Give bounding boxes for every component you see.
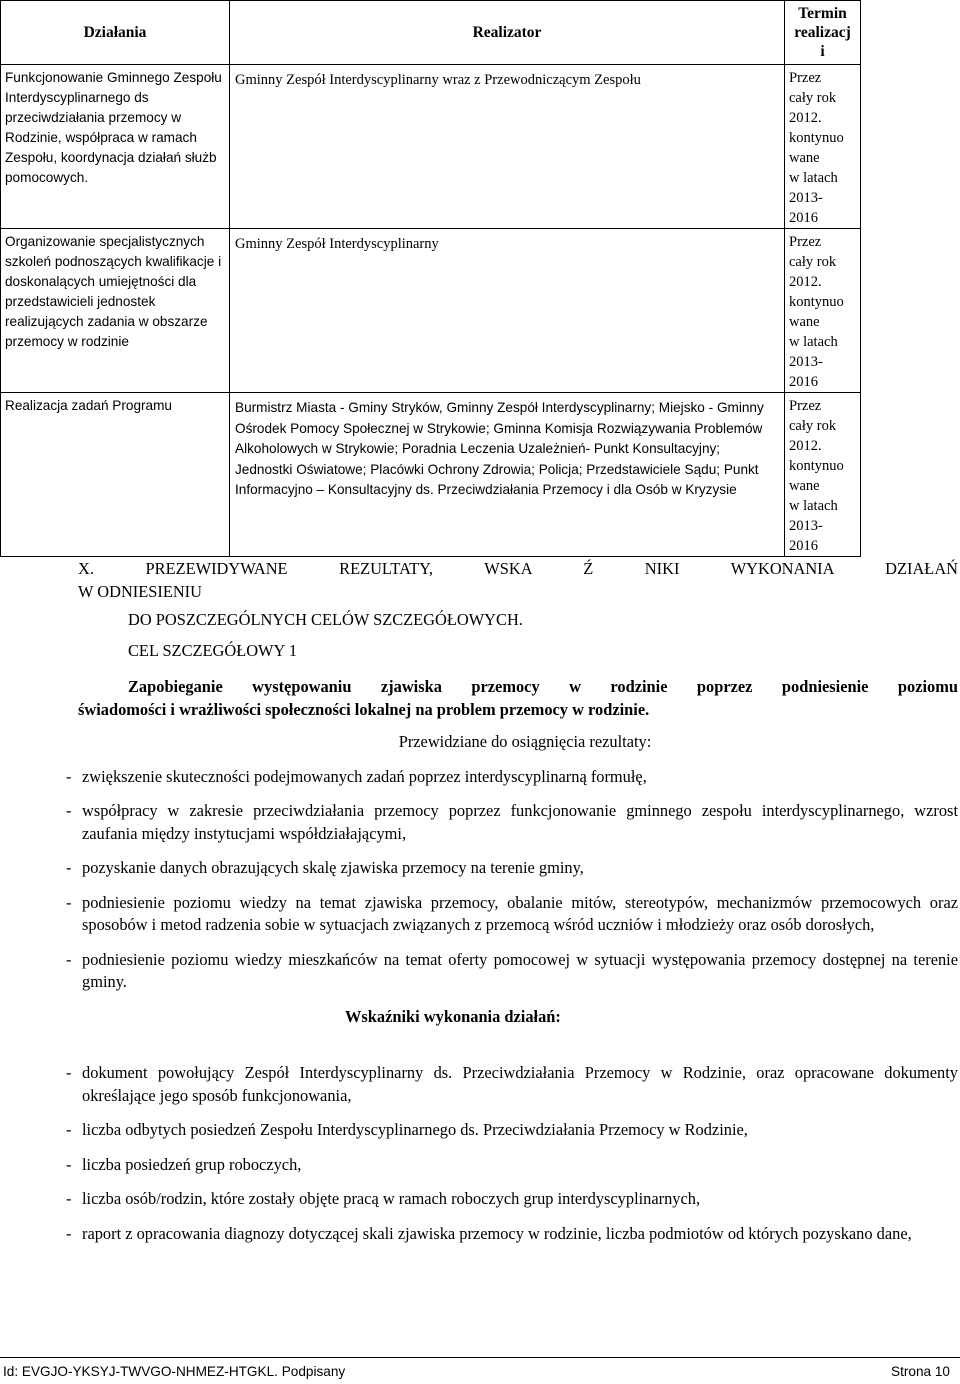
- table-row: [1, 65, 861, 229]
- goal-line: Zapobieganie występowaniu zjawiska przemocy w rodzinie poprzez podniesienie poziomu: [128, 677, 958, 696]
- realizer-cell: Gminny Zespół Interdyscyplinarny wraz z Przewodniczącym Zespołu: [230, 65, 785, 229]
- header-actions: Działania: [1, 1, 230, 65]
- term-line: wane: [789, 150, 820, 166]
- term-line: 2013-: [789, 518, 823, 534]
- actions-table: [0, 0, 861, 557]
- list-item: - podniesienie poziomu wiedzy na temat zjawiska przemocy, obalanie mitów, stereotypów, mechanizmów przemocowych oraz sposobów i metod radzenia sobie w sytuacjach związanych z przemocą wśród uczniów i młodzieży oraz osób dorosłych,: [0, 892, 960, 937]
- table-row: [1, 229, 861, 393]
- document-id: Id: EVGJO-YKSYJ-TWVGO-NHMEZ-HTGKL. Podpisany: [3, 1364, 346, 1379]
- term-line: 2013-: [789, 190, 823, 206]
- table-header-row: [1, 1, 861, 65]
- page-footer: [0, 1357, 960, 1384]
- action-cell: Realizacja zadań Programu: [1, 393, 230, 557]
- results-list: [0, 766, 960, 994]
- list-item: - liczba odbytych posiedzeń Zespołu Interdyscyplinarnego ds. Przeciwdziałania Przemocy w Rodzinie,: [0, 1119, 960, 1142]
- goal-label: CEL SZCZEGÓŁOWY 1: [128, 640, 298, 660]
- term-line: kontynuo: [789, 130, 844, 146]
- section-heading: X. PREZEWIDYWANE REZULTATY, WSKA Ź NIKI WYKONANIA DZIAŁAŃ: [78, 559, 958, 578]
- term-cell: [785, 65, 861, 229]
- list-item: - zwiększenie skuteczności podejmowanych zadań poprzez interdyscyplinarną formułę,: [0, 766, 960, 789]
- term-line: cały rok: [789, 418, 837, 434]
- action-cell: Organizowanie specjalistycznych szkoleń podnoszących kwalifikacje i doskonalących umiejętności dla przedstawicieli jednostek realizujących zadania w obszarze przemocy w rodzinie: [1, 229, 230, 393]
- term-line: 2012.: [789, 274, 822, 290]
- goal-line: świadomości i wrażliwości społeczności lokalnej na problem przemocy w rodzinie.: [78, 699, 650, 719]
- table-row: [1, 393, 861, 557]
- section-heading-continued: [0, 581, 960, 604]
- list-item: - podniesienie poziomu wiedzy mieszkańców na temat oferty pomocowej w sytuacji występowania przemocy dostępnej na terenie gminy.: [0, 949, 960, 994]
- term-line: cały rok: [789, 90, 837, 106]
- header-term-line: i: [820, 43, 825, 60]
- term-line: 2016: [789, 374, 818, 390]
- term-line: kontynuo: [789, 294, 844, 310]
- results-section: [0, 558, 960, 1245]
- list-item: - liczba osób/rodzin, które zostały objęte pracą w ramach roboczych grup interdyscyplinarnych,: [0, 1188, 960, 1211]
- realizer-cell: Burmistrz Miasta - Gminy Stryków, Gminny Zespół Interdyscyplinarny; Miejsko - Gminny Ośrodek Pomocy Społecznej w Strykowie; Gminna Komisja Rozwiązywania Problemów Alkoholowych w Strykowie; Poradnia Leczenia Uzależnień- Punkt Konsultacyjny; Jednostki Oświatowe; Placówki Ochrony Zdrowia; Policja; Przedstawiciele Sądu; Punkt Informacyjno – Konsultacyjny ds. Przeciwdziałania Przemocy i dla Osób w Kryzysie: [230, 393, 785, 557]
- term-line: w latach: [789, 498, 838, 514]
- term-line: 2016: [789, 538, 818, 554]
- term-line: 2012.: [789, 110, 822, 126]
- list-item: - raport z opracowania diagnozy dotyczącej skali zjawiska przemocy w rodzinie, liczba podmiotów od których pozyskano dane,: [0, 1223, 960, 1246]
- section-subheading: DO POSZCZEGÓLNYCH CELÓW SZCZEGÓŁOWYCH.: [128, 610, 523, 629]
- indicators-list: [0, 1062, 960, 1245]
- term-line: kontynuo: [789, 458, 844, 474]
- header-term: [785, 1, 861, 65]
- list-item: - liczba posiedzeń grup roboczych,: [0, 1154, 960, 1177]
- list-item: - pozyskanie danych obrazujących skalę zjawiska przemocy na terenie gminy,: [0, 857, 960, 880]
- term-cell: [785, 229, 861, 393]
- term-line: Przez: [789, 398, 822, 414]
- term-line: wane: [789, 478, 820, 494]
- goal-text: [0, 676, 960, 721]
- term-cell: [785, 393, 861, 557]
- indicators-title: Wskaźniki wykonania działań:: [345, 1006, 561, 1026]
- term-line: 2012.: [789, 438, 822, 454]
- term-line: cały rok: [789, 254, 837, 270]
- results-title: Przewidziane do osiągnięcia rezultaty:: [398, 732, 652, 751]
- list-item: - dokument powołujący Zespół Interdyscyplinarny ds. Przeciwdziałania Przemocy w Rodzinie, oraz opracowane dokumenty określające jego sposób funkcjonowania,: [0, 1062, 960, 1107]
- realizer-cell: Gminny Zespół Interdyscyplinarny: [230, 229, 785, 393]
- action-cell: Funkcjonowanie Gminnego Zespołu Interdyscyplinarnego ds przeciwdziałania przemocy w Rodzinie, współpraca w ramach Zespołu, koordynacja działań służb pomocowych.: [1, 65, 230, 229]
- term-line: w latach: [789, 170, 838, 186]
- page-number: Strona 10: [891, 1364, 950, 1379]
- term-line: wane: [789, 314, 820, 330]
- term-line: Przez: [789, 234, 822, 250]
- term-line: Przez: [789, 70, 822, 86]
- header-term-line: Termin: [798, 5, 847, 22]
- list-item: - współpracy w zakresie przeciwdziałania przemocy poprzez funkcjonowanie gminnego zespołu interdyscyplinarnego, wzrost zaufania między instytucjami współdziałającymi,: [0, 800, 960, 845]
- header-term-line: realizacj: [794, 24, 851, 41]
- header-realizer: Realizator: [230, 1, 785, 65]
- section-heading-line2: W ODNIESIENIU: [78, 581, 202, 601]
- term-line: 2016: [789, 210, 818, 226]
- term-line: 2013-: [789, 354, 823, 370]
- term-line: w latach: [789, 334, 838, 350]
